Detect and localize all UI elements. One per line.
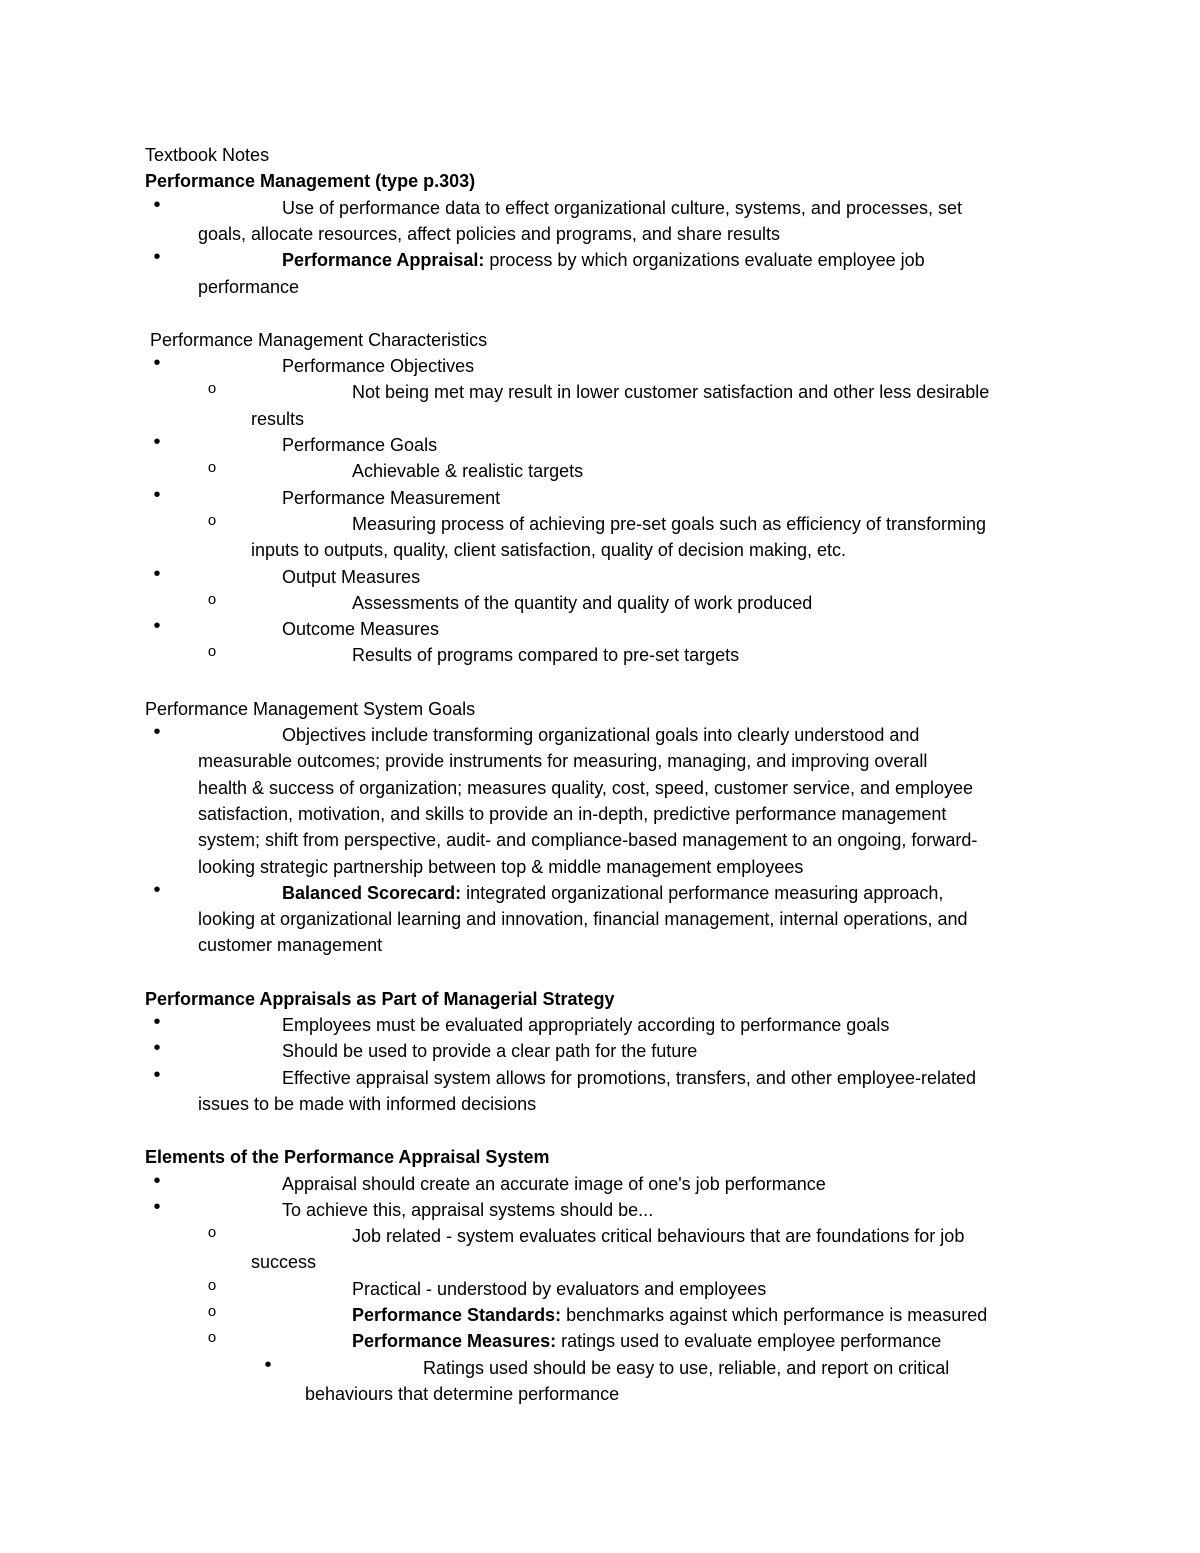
list-item-line bbox=[282, 247, 925, 273]
list-item-line: Performance Objectives bbox=[282, 356, 475, 377]
section-heading: Performance Management Characteristics bbox=[150, 329, 488, 350]
bullet-icon: • bbox=[153, 1169, 161, 1192]
term-label: Balanced Scorecard: bbox=[282, 882, 462, 903]
bullet-icon: • bbox=[153, 1011, 161, 1033]
list-item-line bbox=[282, 880, 943, 906]
bullet-icon: • bbox=[153, 562, 161, 585]
bullet-icon: • bbox=[153, 721, 161, 743]
section-heading: Performance Management (type p.303) bbox=[145, 171, 476, 192]
list-item-line: system; shift from perspective, audit- and compliance-based management to an ongoing, forward- bbox=[198, 830, 978, 851]
list-item-line: issues to be made with informed decisions bbox=[198, 1093, 537, 1114]
section-heading: Performance Appraisals as Part of Managerial Strategy bbox=[145, 988, 615, 1009]
list-item-line: Objectives include transforming organizational goals into clearly understood and bbox=[282, 725, 920, 745]
term-definition: ratings used to evaluate employee performance bbox=[556, 1331, 942, 1352]
list-item-line: measurable outcomes; provide instruments for measuring, managing, and improving overall bbox=[198, 751, 928, 772]
list-item-line: inputs to outputs, quality, client satisfaction, quality of decision making, etc. bbox=[251, 540, 846, 561]
bullet-icon: • bbox=[153, 246, 161, 269]
list-item-line: Appraisal should create an accurate image of one's job performance bbox=[282, 1173, 826, 1194]
section-heading: Performance Management System Goals bbox=[145, 698, 476, 719]
list-item-line: Outcome Measures bbox=[282, 619, 440, 640]
term-definition: integrated organizational performance measuring approach, bbox=[461, 882, 944, 903]
list-item-line: Performance Measurement bbox=[282, 487, 501, 508]
list-item-line bbox=[352, 1328, 941, 1354]
list-item-line: To achieve this, appraisal systems should be... bbox=[282, 1199, 654, 1220]
circle-bullet-icon: o bbox=[207, 643, 217, 661]
list-item-line: results bbox=[251, 408, 305, 429]
list-item-line: Measuring process of achieving pre-set goals such as efficiency of transforming bbox=[352, 513, 986, 534]
list-item-line: Performance Goals bbox=[282, 435, 438, 455]
list-item-line: Should be used to provide a clear path for the future bbox=[282, 1041, 698, 1062]
list-item-line: goals, allocate resources, affect policies and programs, and share results bbox=[198, 223, 780, 244]
term-label: Performance Standards: bbox=[352, 1305, 562, 1325]
circle-bullet-icon: o bbox=[207, 380, 217, 398]
list-item-line: Assessments of the quantity and quality of work produced bbox=[352, 592, 813, 613]
bullet-icon: • bbox=[153, 1063, 161, 1086]
list-item-line: success bbox=[251, 1252, 317, 1273]
list-item-line: Employees must be evaluated appropriately according to performance goals bbox=[282, 1015, 890, 1035]
bullet-icon: • bbox=[153, 352, 161, 375]
list-item-line: Achievable & realistic targets bbox=[352, 461, 584, 482]
bullet-icon: • bbox=[153, 483, 161, 506]
list-item-line: customer management bbox=[198, 935, 383, 956]
section-heading: Elements of the Performance Appraisal System bbox=[145, 1147, 550, 1168]
list-item-line: Results of programs compared to pre-set targets bbox=[352, 645, 740, 666]
list-item-line: looking at organizational learning and innovation, financial management, internal operations, and bbox=[198, 909, 968, 930]
circle-bullet-icon: o bbox=[207, 511, 217, 529]
list-item-line: looking strategic partnership between top & middle management employees bbox=[198, 856, 804, 877]
term-definition: process by which organizations evaluate employee job bbox=[484, 250, 925, 271]
list-item-line: Job related - system evaluates critical behaviours that are foundations for job bbox=[352, 1226, 965, 1247]
list-item-line: satisfaction, motivation, and skills to provide an in-depth, predictive performance management bbox=[198, 803, 947, 824]
page-title: Textbook Notes bbox=[145, 145, 270, 165]
list-item-line bbox=[352, 1302, 987, 1328]
bullet-icon: • bbox=[153, 878, 161, 901]
circle-bullet-icon: o bbox=[207, 459, 217, 477]
list-item-line: behaviours that determine performance bbox=[305, 1383, 620, 1404]
bullet-icon: • bbox=[264, 1353, 272, 1376]
list-item-line: performance bbox=[198, 276, 300, 297]
circle-bullet-icon: o bbox=[207, 1276, 217, 1294]
circle-bullet-icon: o bbox=[207, 1303, 217, 1320]
term-label: Performance Appraisal: bbox=[282, 250, 485, 271]
list-item-line: Output Measures bbox=[282, 566, 421, 587]
list-item-line: Effective appraisal system allows for promotions, transfers, and other employee-related bbox=[282, 1067, 976, 1088]
circle-bullet-icon: o bbox=[207, 1329, 217, 1347]
circle-bullet-icon: o bbox=[207, 1224, 217, 1242]
list-item-line: health & success of organization; measures quality, cost, speed, customer service, and employee bbox=[198, 777, 974, 798]
bullet-icon: • bbox=[153, 1195, 161, 1218]
term-label: Performance Measures: bbox=[352, 1331, 557, 1352]
bullet-icon: • bbox=[153, 431, 161, 453]
list-item-line: Use of performance data to effect organizational culture, systems, and processes, set bbox=[282, 197, 963, 218]
bullet-icon: • bbox=[153, 193, 161, 216]
bullet-icon: • bbox=[153, 615, 161, 638]
term-definition: benchmarks against which performance is measured bbox=[561, 1305, 988, 1325]
circle-bullet-icon: o bbox=[207, 590, 217, 608]
list-item-line: Practical - understood by evaluators and employees bbox=[352, 1278, 767, 1299]
list-item-line: Ratings used should be easy to use, reliable, and report on critical bbox=[423, 1357, 950, 1378]
list-item-line: Not being met may result in lower customer satisfaction and other less desirable bbox=[352, 382, 990, 403]
bullet-icon: • bbox=[153, 1037, 161, 1060]
